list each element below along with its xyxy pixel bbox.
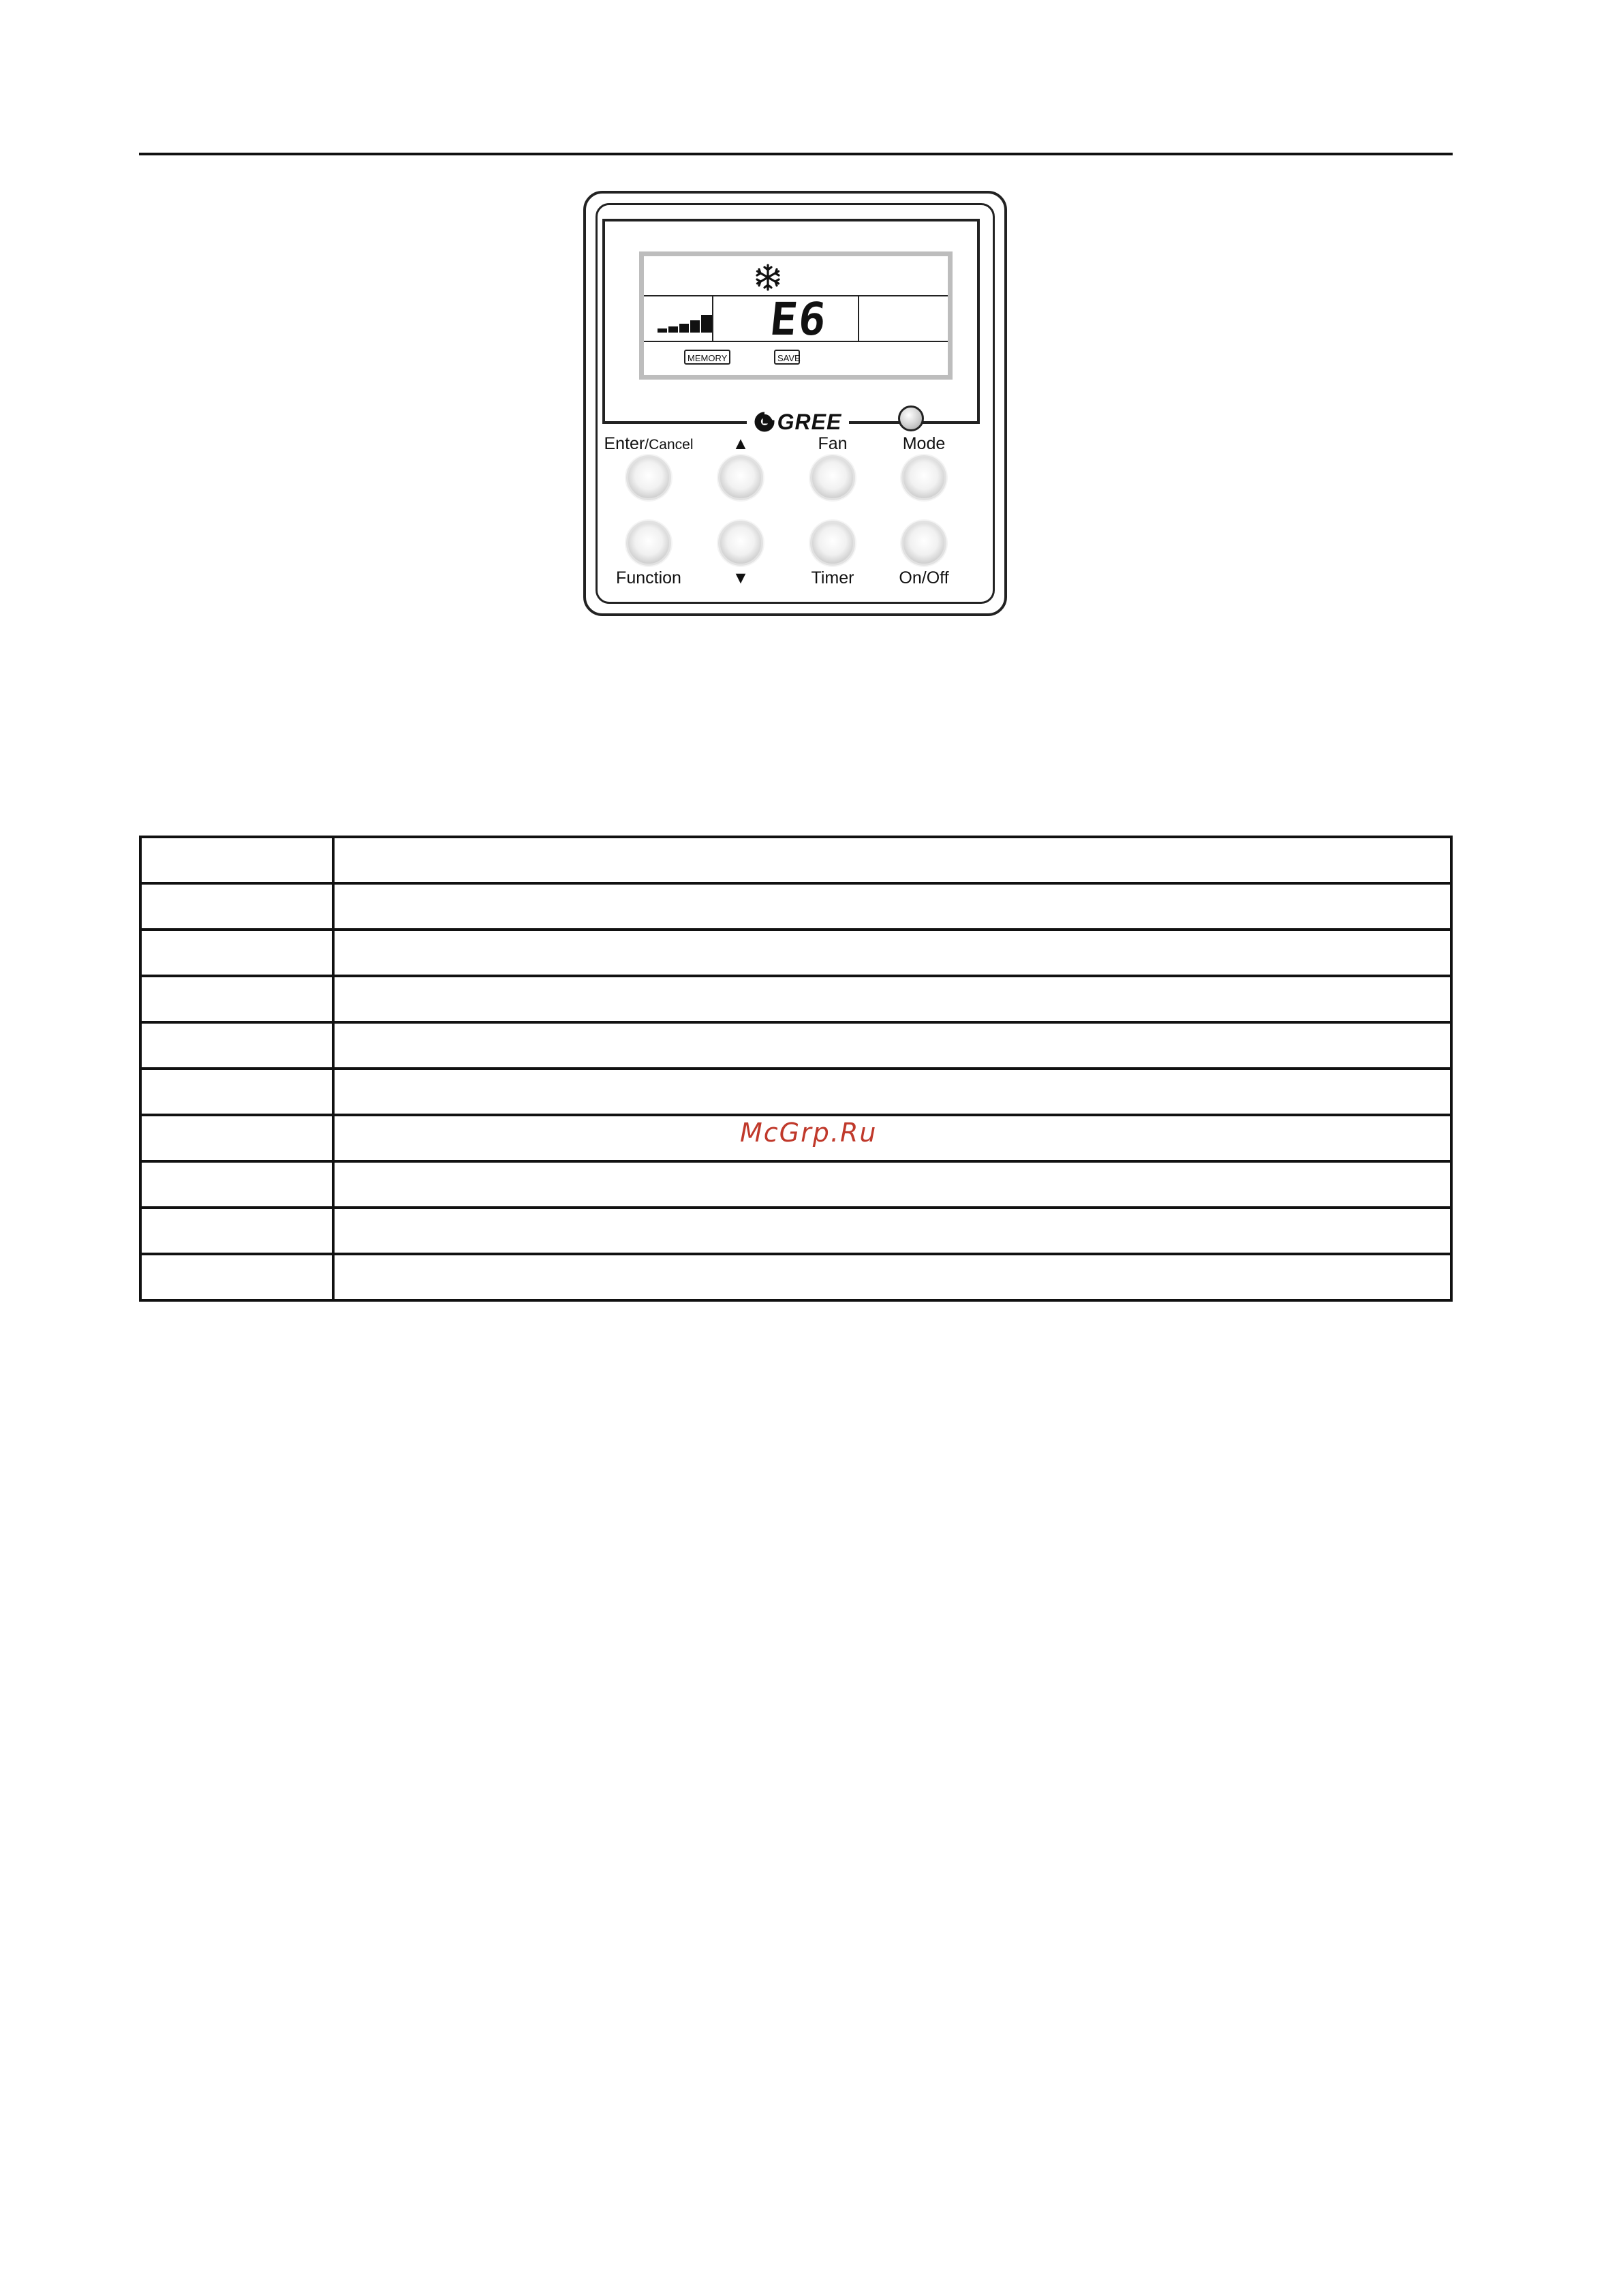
table-cell bbox=[333, 837, 1451, 883]
snowflake-icon bbox=[753, 262, 783, 292]
lcd-divider-right bbox=[858, 295, 859, 342]
table-row bbox=[140, 837, 1451, 883]
table-row bbox=[140, 1254, 1451, 1300]
table-cell bbox=[333, 1208, 1451, 1254]
brand-line-left bbox=[625, 422, 748, 424]
table-cell bbox=[140, 1254, 333, 1300]
table-cell bbox=[333, 883, 1451, 930]
mode-button[interactable] bbox=[901, 455, 946, 500]
gree-logo bbox=[747, 408, 849, 436]
up-button[interactable] bbox=[718, 455, 763, 500]
function-button[interactable] bbox=[626, 521, 671, 566]
watermark: McGrp.Ru bbox=[740, 1118, 878, 1148]
save-indicator: SAVE bbox=[774, 350, 800, 365]
table-row bbox=[140, 930, 1451, 976]
table-cell bbox=[140, 883, 333, 930]
table-cell bbox=[333, 1069, 1451, 1115]
error-code-table bbox=[139, 836, 1453, 1302]
memory-indicator: MEMORY bbox=[684, 350, 730, 365]
table-row bbox=[140, 1208, 1451, 1254]
table-row bbox=[140, 883, 1451, 930]
table-cell bbox=[333, 930, 1451, 976]
fan-speed-icon bbox=[658, 312, 713, 333]
top-rule bbox=[139, 153, 1453, 155]
table-cell bbox=[333, 1254, 1451, 1300]
up-arrow-label: ▲ bbox=[732, 434, 749, 453]
fan-button[interactable] bbox=[810, 455, 855, 500]
table-cell bbox=[333, 1115, 1451, 1161]
timer-button[interactable] bbox=[810, 521, 855, 566]
table-row bbox=[140, 976, 1451, 1022]
mode-label: Mode bbox=[902, 434, 946, 453]
status-led bbox=[898, 405, 924, 431]
brand-name: GREE bbox=[777, 409, 842, 434]
down-button[interactable] bbox=[718, 521, 763, 566]
table-cell bbox=[333, 1022, 1451, 1069]
fan-label: Fan bbox=[818, 434, 848, 453]
error-code-display: E6 bbox=[767, 293, 830, 346]
enter-slash: / bbox=[645, 437, 649, 453]
table-cell bbox=[333, 976, 1451, 1022]
table-cell bbox=[140, 976, 333, 1022]
table-cell bbox=[140, 1208, 333, 1254]
function-label: Function bbox=[616, 568, 681, 587]
gree-mark-icon bbox=[754, 412, 775, 432]
on-off-button[interactable] bbox=[901, 521, 946, 566]
table-cell bbox=[140, 1115, 333, 1161]
cancel-label: Cancel bbox=[649, 437, 694, 453]
table-row bbox=[140, 1022, 1451, 1069]
table-row bbox=[140, 1161, 1451, 1208]
table-row bbox=[140, 1069, 1451, 1115]
table-cell bbox=[140, 930, 333, 976]
enter-label: Enter bbox=[604, 434, 645, 453]
brand-line-right bbox=[850, 422, 899, 424]
on-off-label: On/Off bbox=[899, 568, 949, 587]
down-arrow-label: ▼ bbox=[732, 568, 749, 587]
enter-cancel-button[interactable] bbox=[626, 455, 671, 500]
table-cell bbox=[140, 1161, 333, 1208]
table-cell bbox=[140, 837, 333, 883]
timer-label: Timer bbox=[811, 568, 854, 587]
table-cell bbox=[140, 1022, 333, 1069]
table-cell bbox=[140, 1069, 333, 1115]
table-cell bbox=[333, 1161, 1451, 1208]
